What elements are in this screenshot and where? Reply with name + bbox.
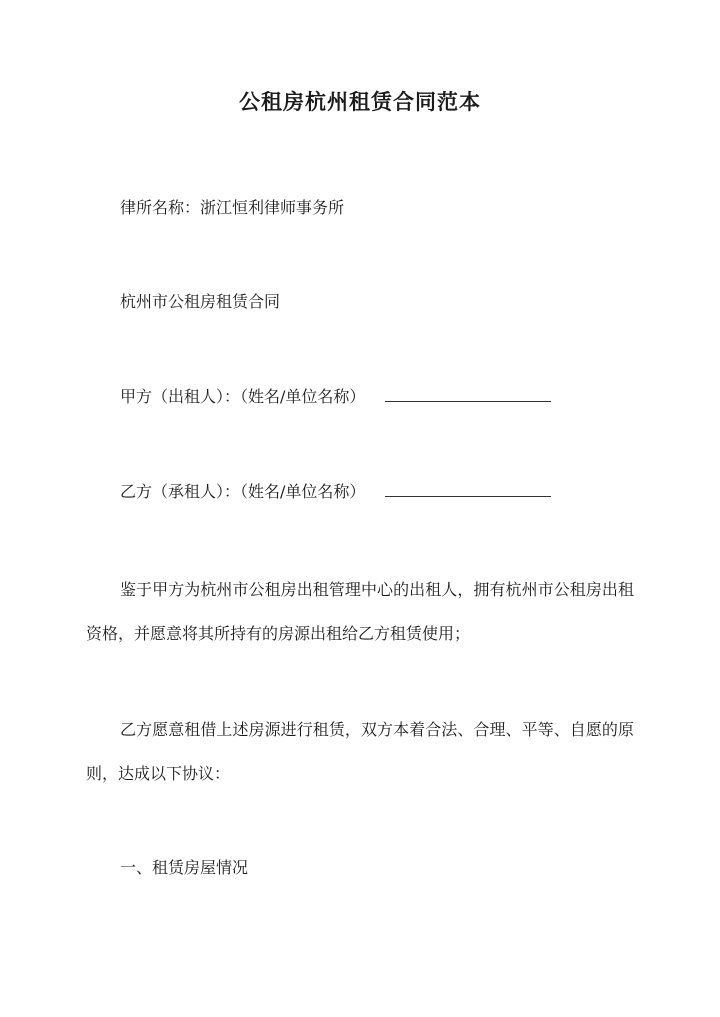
party-b-row	[120, 481, 551, 503]
document-title: 公租房杭州租赁合同范本	[239, 89, 481, 114]
party-b-blank-field	[385, 482, 551, 497]
law-firm-line: 律所名称：浙江恒利律师事务所	[120, 198, 345, 217]
party-a-row	[120, 386, 551, 408]
recital-paragraph-1: 鉴于甲方为杭州市公租房出租管理中心的出租人，拥有杭州市公租房出租资格，并愿意将其所持有的房源出租给乙方租赁使用；	[86, 580, 634, 643]
recital-paragraph-2: 乙方愿意租借上述房源进行租赁，双方本着合法、合理、平等、自愿的原则，达成以下协议：	[86, 720, 634, 783]
party-a-blank-field	[385, 387, 551, 402]
contract-name-line: 杭州市公租房租赁合同	[120, 292, 281, 311]
party-b-label: 乙方（承租人）：（姓名/单位名称）	[120, 482, 366, 501]
section-1-heading: 一、租赁房屋情况	[120, 858, 249, 877]
party-a-label: 甲方（出租人）：（姓名/单位名称）	[120, 387, 366, 406]
